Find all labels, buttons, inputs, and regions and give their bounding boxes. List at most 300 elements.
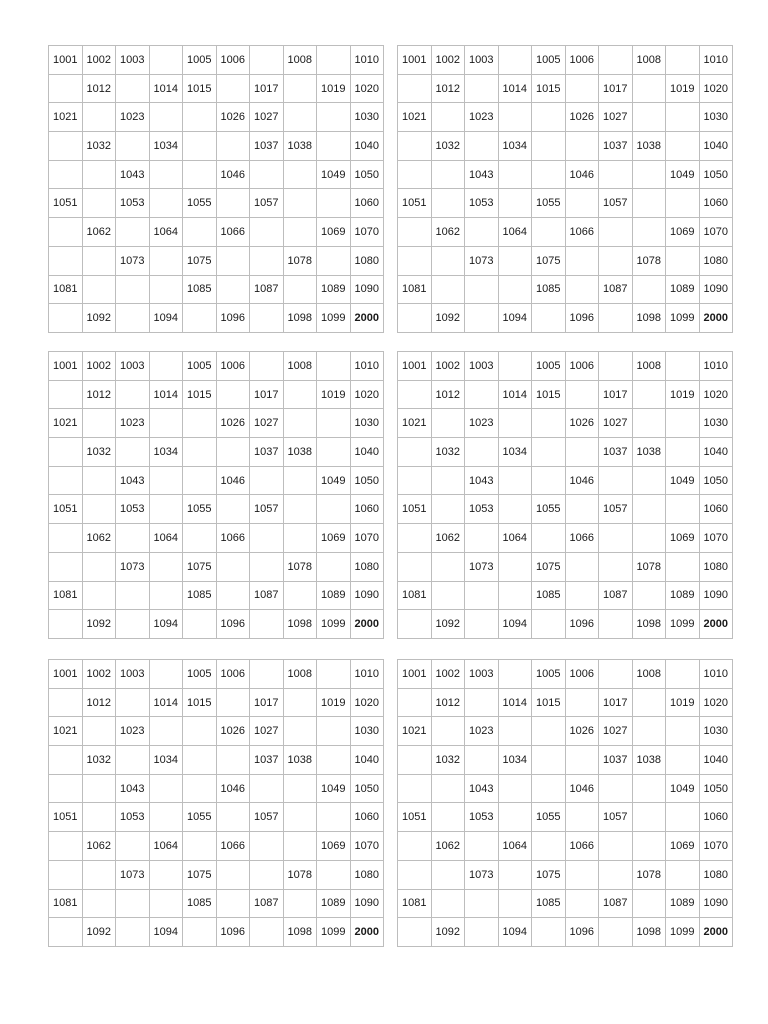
grid-cell: 1053 <box>116 189 150 218</box>
grid-cell: 1055 <box>183 189 217 218</box>
grid-cell <box>317 103 351 132</box>
grid-cell: 1001 <box>49 352 83 381</box>
grid-cell: 1037 <box>250 438 284 467</box>
grid-cell: 1010 <box>350 352 384 381</box>
grid-cell <box>82 189 116 218</box>
grid-cell: 1026 <box>565 103 599 132</box>
grid-cell <box>465 438 499 467</box>
grid-cell <box>82 860 116 889</box>
grid-cell <box>599 660 633 689</box>
grid-cell <box>149 495 183 524</box>
grid-cell: 1008 <box>283 46 317 75</box>
grid-cell: 1057 <box>250 803 284 832</box>
grid-cell: 1021 <box>49 717 83 746</box>
grid-row <box>398 409 733 438</box>
grid-cell: 1089 <box>317 889 351 918</box>
grid-cell <box>183 610 217 639</box>
grid-cell <box>465 275 499 304</box>
grid-cell: 1096 <box>216 610 250 639</box>
grid-cell <box>431 409 465 438</box>
grid-cell: 1049 <box>666 466 700 495</box>
grid-cell: 1094 <box>149 918 183 947</box>
grid-cell <box>149 803 183 832</box>
grid-cell <box>149 717 183 746</box>
grid-cell <box>183 466 217 495</box>
grid-cell: 1070 <box>350 524 384 553</box>
grid-cell <box>116 74 150 103</box>
grid-cell: 1098 <box>283 918 317 947</box>
grid-cell <box>250 918 284 947</box>
grid-cell: 1085 <box>532 581 566 610</box>
grid-cell <box>49 132 83 161</box>
grid-cell: 1073 <box>116 246 150 275</box>
grid-cell: 1085 <box>532 275 566 304</box>
grid-cell <box>216 746 250 775</box>
grid-cell: 1046 <box>565 466 599 495</box>
grid-cell <box>82 409 116 438</box>
grid-row <box>49 189 384 218</box>
grid-cell <box>283 409 317 438</box>
grid-cell: 1021 <box>398 717 432 746</box>
grid-cell <box>116 380 150 409</box>
grid-cell <box>250 466 284 495</box>
grid-row <box>49 746 384 775</box>
grid-cell <box>116 524 150 553</box>
grid-cell <box>183 304 217 333</box>
grid-cell <box>317 746 351 775</box>
grid-cell: 1066 <box>216 524 250 553</box>
grid-cell: 1030 <box>350 103 384 132</box>
grid-cell <box>183 218 217 247</box>
grid-cell <box>398 160 432 189</box>
grid-cell: 1010 <box>699 46 733 75</box>
grid-cell: 1043 <box>465 466 499 495</box>
grid-cell: 1062 <box>82 832 116 861</box>
grid-cell: 1026 <box>216 103 250 132</box>
grid-cell <box>599 218 633 247</box>
grid-cell: 1015 <box>532 74 566 103</box>
grid-cell <box>283 581 317 610</box>
grid-cell <box>498 409 532 438</box>
grid-cell <box>565 275 599 304</box>
grid-cell: 1020 <box>350 74 384 103</box>
grid-cell <box>632 774 666 803</box>
grid-cell <box>532 304 566 333</box>
grid-cell: 1038 <box>632 746 666 775</box>
grid-cell: 2000 <box>699 918 733 947</box>
grid-cell: 1069 <box>666 218 700 247</box>
grid-cell: 1026 <box>565 409 599 438</box>
grid-cell <box>216 438 250 467</box>
grid-cell: 1005 <box>183 352 217 381</box>
grid-cell <box>465 218 499 247</box>
grid-cell <box>116 832 150 861</box>
grid-cell: 1085 <box>183 275 217 304</box>
grid-cell: 1064 <box>498 832 532 861</box>
grid-cell: 1005 <box>532 352 566 381</box>
grid-cell: 1003 <box>465 660 499 689</box>
grid-cell <box>317 189 351 218</box>
grid-cell: 1014 <box>149 380 183 409</box>
grid-cell: 1020 <box>699 74 733 103</box>
grid-cell: 1094 <box>498 610 532 639</box>
grid-row <box>398 275 733 304</box>
grid-cell: 1081 <box>49 581 83 610</box>
grid-cell: 1027 <box>250 409 284 438</box>
grid-cell: 1090 <box>699 581 733 610</box>
grid-cell: 1020 <box>350 380 384 409</box>
grid-cell: 1090 <box>350 275 384 304</box>
grid-cell <box>317 552 351 581</box>
grid-row <box>49 246 384 275</box>
grid-cell <box>283 524 317 553</box>
grid-cell <box>498 246 532 275</box>
grid-cell <box>283 688 317 717</box>
grid-cell: 1001 <box>398 660 432 689</box>
grid-cell: 1037 <box>599 132 633 161</box>
grid-row <box>398 660 733 689</box>
grid-cell: 1026 <box>565 717 599 746</box>
grid-cell: 1098 <box>632 610 666 639</box>
grid-cell <box>82 103 116 132</box>
grid-cell <box>317 660 351 689</box>
grid-cell: 1049 <box>317 774 351 803</box>
grid-row <box>49 552 384 581</box>
grid-cell <box>599 610 633 639</box>
grid-cell: 1006 <box>565 660 599 689</box>
grid-cell: 1027 <box>599 103 633 132</box>
grid-cell: 1050 <box>699 466 733 495</box>
grid-cell <box>666 438 700 467</box>
grid-cell <box>666 860 700 889</box>
grid-cell: 1069 <box>317 832 351 861</box>
grid-cell <box>116 746 150 775</box>
grid-cell: 1046 <box>216 466 250 495</box>
grid-cell: 1053 <box>116 803 150 832</box>
grid-cell: 1050 <box>350 774 384 803</box>
grid-cell: 1017 <box>250 380 284 409</box>
grid-row <box>398 803 733 832</box>
grid-cell: 1040 <box>350 746 384 775</box>
grid-cell <box>565 860 599 889</box>
grid-cell: 1015 <box>183 380 217 409</box>
grid-cell: 1001 <box>49 660 83 689</box>
grid-cell <box>216 860 250 889</box>
grid-cell: 1032 <box>82 746 116 775</box>
grid-cell <box>116 688 150 717</box>
grid-cell: 1066 <box>216 218 250 247</box>
grid-cell: 1049 <box>317 160 351 189</box>
grid-cell: 1038 <box>283 746 317 775</box>
grid-cell: 1014 <box>498 380 532 409</box>
grid-cell <box>250 860 284 889</box>
grid-cell <box>116 218 150 247</box>
grid-cell: 1019 <box>666 380 700 409</box>
grid-cell <box>565 380 599 409</box>
grid-cell: 1060 <box>699 803 733 832</box>
grid-cell: 1008 <box>283 352 317 381</box>
grid-cell: 1008 <box>632 660 666 689</box>
grid-cell: 1073 <box>465 860 499 889</box>
grid-cell <box>283 832 317 861</box>
grid-cell: 1015 <box>183 74 217 103</box>
grid-cell <box>116 438 150 467</box>
grid-cell: 1096 <box>216 918 250 947</box>
grid-cell <box>283 889 317 918</box>
grid-cell: 1051 <box>398 495 432 524</box>
grid-cell <box>149 581 183 610</box>
grid-cell: 1023 <box>465 409 499 438</box>
grid-cell <box>599 46 633 75</box>
grid-cell: 1092 <box>431 304 465 333</box>
grid-cell: 1053 <box>465 803 499 832</box>
grid-cell: 1073 <box>465 552 499 581</box>
grid-cell <box>317 860 351 889</box>
grid-cell <box>498 860 532 889</box>
grid-cell <box>565 74 599 103</box>
grid-cell <box>465 132 499 161</box>
grid-cell <box>149 889 183 918</box>
grid-cell: 1027 <box>599 717 633 746</box>
grid-cell: 1090 <box>350 581 384 610</box>
grid-cell: 1080 <box>350 552 384 581</box>
grid-row <box>49 889 384 918</box>
grid-cell: 1030 <box>699 717 733 746</box>
grid-cell: 1037 <box>250 746 284 775</box>
grid-cell: 1062 <box>82 524 116 553</box>
grid-cell <box>216 552 250 581</box>
number-grid-bottom-left <box>48 659 384 947</box>
grid-cell <box>398 380 432 409</box>
grid-cell: 1010 <box>699 660 733 689</box>
grid-cell <box>431 495 465 524</box>
grid-cell: 1038 <box>283 438 317 467</box>
grid-cell: 1087 <box>250 275 284 304</box>
grid-cell <box>431 189 465 218</box>
grid-cell: 1069 <box>317 218 351 247</box>
grid-cell: 1021 <box>49 409 83 438</box>
grid-cell: 1081 <box>398 275 432 304</box>
grid-cell <box>49 746 83 775</box>
grid-cell: 1032 <box>82 132 116 161</box>
grid-cell: 1020 <box>699 380 733 409</box>
grid-cell: 1098 <box>632 918 666 947</box>
grid-cell: 1015 <box>532 380 566 409</box>
grid-cell <box>532 160 566 189</box>
grid-cell <box>250 610 284 639</box>
grid-cell <box>666 132 700 161</box>
grid-cell <box>532 717 566 746</box>
grid-cell <box>632 466 666 495</box>
grid-cell: 1096 <box>565 918 599 947</box>
grid-cell <box>283 717 317 746</box>
grid-cell <box>431 160 465 189</box>
grid-cell: 1092 <box>82 918 116 947</box>
grid-row <box>398 774 733 803</box>
grid-cell: 1055 <box>532 803 566 832</box>
grid-cell: 1014 <box>498 74 532 103</box>
grid-cell: 1094 <box>498 304 532 333</box>
grid-cell <box>116 275 150 304</box>
grid-cell: 1037 <box>250 132 284 161</box>
grid-cell: 1034 <box>498 438 532 467</box>
grid-cell <box>398 304 432 333</box>
grid-cell: 1002 <box>82 46 116 75</box>
grid-cell: 1006 <box>216 46 250 75</box>
grid-cell <box>599 832 633 861</box>
grid-row <box>49 610 384 639</box>
grid-cell <box>149 189 183 218</box>
grid-cell <box>216 581 250 610</box>
grid-cell <box>465 524 499 553</box>
grid-cell <box>183 918 217 947</box>
grid-cell: 1015 <box>532 688 566 717</box>
grid-cell <box>283 160 317 189</box>
grid-cell: 1014 <box>149 688 183 717</box>
grid-cell: 1003 <box>465 46 499 75</box>
grid-cell <box>431 246 465 275</box>
grid-cell <box>149 466 183 495</box>
grid-cell <box>149 160 183 189</box>
grid-cell: 1089 <box>666 581 700 610</box>
grid-row <box>49 495 384 524</box>
grid-cell <box>149 103 183 132</box>
grid-cell: 1090 <box>699 275 733 304</box>
grid-cell: 1051 <box>49 495 83 524</box>
grid-cell: 1032 <box>431 746 465 775</box>
grid-row <box>398 189 733 218</box>
grid-cell <box>498 275 532 304</box>
grid-cell <box>398 132 432 161</box>
grid-cell: 1038 <box>283 132 317 161</box>
grid-cell: 1043 <box>116 774 150 803</box>
grid-cell: 1062 <box>431 218 465 247</box>
grid-cell <box>317 46 351 75</box>
grid-cell: 1070 <box>699 218 733 247</box>
grid-cell <box>565 688 599 717</box>
grid-cell <box>283 275 317 304</box>
grid-cell <box>465 610 499 639</box>
grid-cell: 1005 <box>532 660 566 689</box>
grid-cell: 2000 <box>699 304 733 333</box>
grid-cell: 1051 <box>49 189 83 218</box>
grid-cell <box>666 660 700 689</box>
grid-cell <box>317 352 351 381</box>
grid-cell <box>317 495 351 524</box>
grid-row <box>398 304 733 333</box>
grid-cell <box>632 688 666 717</box>
grid-row <box>49 438 384 467</box>
grid-cell <box>565 132 599 161</box>
grid-cell: 1021 <box>398 103 432 132</box>
grid-cell <box>632 218 666 247</box>
grid-cell: 1003 <box>116 352 150 381</box>
grid-cell: 1094 <box>149 610 183 639</box>
grid-cell: 1050 <box>699 160 733 189</box>
grid-cell: 1069 <box>666 524 700 553</box>
grid-cell: 1032 <box>431 132 465 161</box>
grid-cell <box>317 409 351 438</box>
grid-cell <box>283 103 317 132</box>
grid-cell: 1087 <box>599 275 633 304</box>
grid-cell <box>532 103 566 132</box>
grid-cell: 1060 <box>699 189 733 218</box>
grid-cell: 1057 <box>599 803 633 832</box>
grid-cell <box>283 466 317 495</box>
grid-cell <box>532 610 566 639</box>
grid-cell <box>565 189 599 218</box>
grid-row <box>49 660 384 689</box>
grid-cell: 1017 <box>599 688 633 717</box>
grid-cell <box>216 246 250 275</box>
grid-cell: 1053 <box>116 495 150 524</box>
grid-cell <box>498 552 532 581</box>
grid-row <box>398 380 733 409</box>
grid-cell <box>398 524 432 553</box>
grid-cell: 1034 <box>149 438 183 467</box>
grid-cell <box>532 409 566 438</box>
grid-cell: 1023 <box>116 409 150 438</box>
grid-cell: 2000 <box>350 918 384 947</box>
grid-cell <box>216 132 250 161</box>
grid-row <box>398 466 733 495</box>
grid-row <box>398 832 733 861</box>
grid-cell: 1081 <box>398 889 432 918</box>
grid-cell <box>398 918 432 947</box>
grid-cell <box>250 304 284 333</box>
grid-cell <box>632 524 666 553</box>
grid-cell: 1064 <box>498 218 532 247</box>
grid-cell: 1019 <box>317 380 351 409</box>
grid-cell <box>398 438 432 467</box>
grid-cell: 1064 <box>149 218 183 247</box>
grid-cell <box>532 774 566 803</box>
grid-cell: 1012 <box>82 380 116 409</box>
grid-cell <box>532 918 566 947</box>
grid-cell: 1066 <box>216 832 250 861</box>
grid-cell <box>632 803 666 832</box>
grid-cell: 1027 <box>599 409 633 438</box>
grid-cell: 1078 <box>632 552 666 581</box>
grid-cell <box>49 688 83 717</box>
grid-cell: 1046 <box>565 160 599 189</box>
grid-cell <box>666 103 700 132</box>
grid-row <box>49 409 384 438</box>
grid-cell <box>116 918 150 947</box>
grid-cell <box>49 304 83 333</box>
grid-cell: 1050 <box>699 774 733 803</box>
grid-cell: 1098 <box>632 304 666 333</box>
grid-cell: 1096 <box>565 610 599 639</box>
grid-cell: 1050 <box>350 160 384 189</box>
grid-cell: 1019 <box>317 688 351 717</box>
grid-cell: 1030 <box>350 717 384 746</box>
grid-cell <box>632 275 666 304</box>
grid-cell <box>465 746 499 775</box>
grid-cell: 1006 <box>565 46 599 75</box>
grid-cell: 1085 <box>183 581 217 610</box>
grid-cell: 1001 <box>398 352 432 381</box>
grid-cell: 1075 <box>183 552 217 581</box>
grid-cell <box>532 218 566 247</box>
grid-cell: 1012 <box>431 380 465 409</box>
grid-cell: 1026 <box>216 409 250 438</box>
grid-cell: 1051 <box>398 803 432 832</box>
grid-cell: 1099 <box>317 304 351 333</box>
grid-cell: 1034 <box>498 132 532 161</box>
grid-cell: 1046 <box>216 774 250 803</box>
grid-cell <box>49 218 83 247</box>
